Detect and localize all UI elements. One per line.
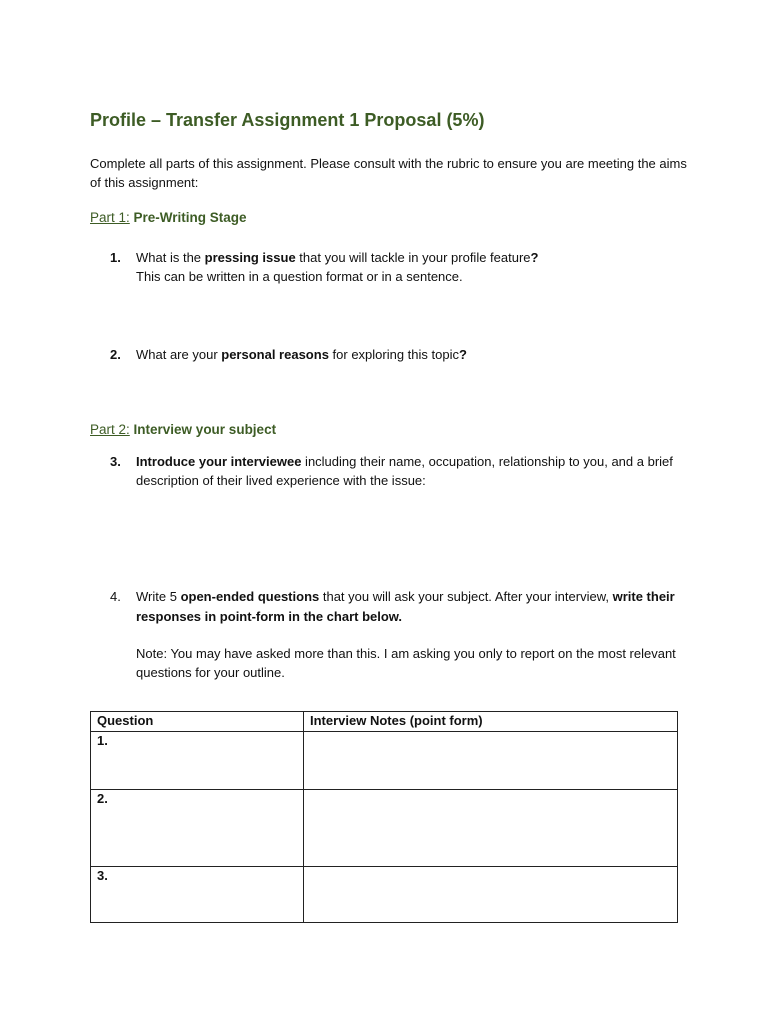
- header-question: Question: [91, 712, 304, 732]
- table-header-row: [91, 712, 678, 732]
- question-4: [110, 587, 690, 682]
- question-3-number: 3.: [110, 454, 121, 469]
- question-3: [110, 452, 690, 490]
- q2-mark: ?: [459, 347, 467, 362]
- part-2-heading: [90, 422, 276, 437]
- table-row: [91, 732, 678, 790]
- q2-pre: What are your: [136, 347, 222, 362]
- question-1: [110, 248, 690, 286]
- question-2-number: 2.: [110, 347, 121, 362]
- q1-bold: pressing issue: [204, 250, 296, 265]
- q1-pre: What is the: [136, 250, 205, 265]
- row-3-question[interactable]: 3.: [91, 867, 304, 923]
- q4-note: Note: You may have asked more than this. I am asking you only to report on the most relevant questions for your outline.: [136, 646, 676, 680]
- q3-post: including their name, occupation, relationship to you, and a brief description of their lived experience with the issue:: [136, 454, 673, 488]
- q1-post: that you will tackle in your profile feature: [295, 250, 531, 265]
- q1-mark: ?: [530, 250, 539, 265]
- q2-bold: personal reasons: [221, 347, 329, 362]
- q1-line2: This can be written in a question format or in a sentence.: [136, 269, 463, 284]
- row-3-notes[interactable]: [304, 867, 678, 923]
- interview-notes-table: [90, 711, 678, 923]
- row-2-question[interactable]: 2.: [91, 790, 304, 867]
- q4-pre: Write 5: [136, 589, 181, 604]
- q4-bold: open-ended questions: [180, 589, 320, 604]
- part-1-heading: [90, 210, 247, 225]
- row-2-notes[interactable]: [304, 790, 678, 867]
- part-1-label: Part 1:: [90, 210, 130, 225]
- header-interview-notes: Interview Notes (point form): [304, 712, 678, 732]
- question-4-number: 4.: [110, 589, 121, 604]
- document-title: Profile – Transfer Assignment 1 Proposal (5%): [90, 110, 485, 130]
- part-1-title: Pre-Writing Stage: [129, 210, 247, 225]
- question-1-number: 1.: [110, 250, 121, 265]
- part-2-title: Interview your subject: [129, 422, 277, 437]
- row-1-notes[interactable]: [304, 732, 678, 790]
- table-row: [91, 790, 678, 867]
- intro-paragraph: Complete all parts of this assignment. Please consult with the rubric to ensure you are meeting the aims of this assignment:: [90, 156, 687, 190]
- q4-bold2: write their responses in point-form in the chart below.: [136, 589, 675, 624]
- q3-bold: Introduce your interviewee: [136, 454, 302, 469]
- row-1-question[interactable]: 1.: [91, 732, 304, 790]
- part-2-label: Part 2:: [90, 422, 130, 437]
- question-2: [110, 345, 690, 364]
- q4-post: that you will ask your subject. After your interview,: [319, 589, 613, 604]
- q2-post: for exploring this topic: [328, 347, 459, 362]
- table-row: [91, 867, 678, 923]
